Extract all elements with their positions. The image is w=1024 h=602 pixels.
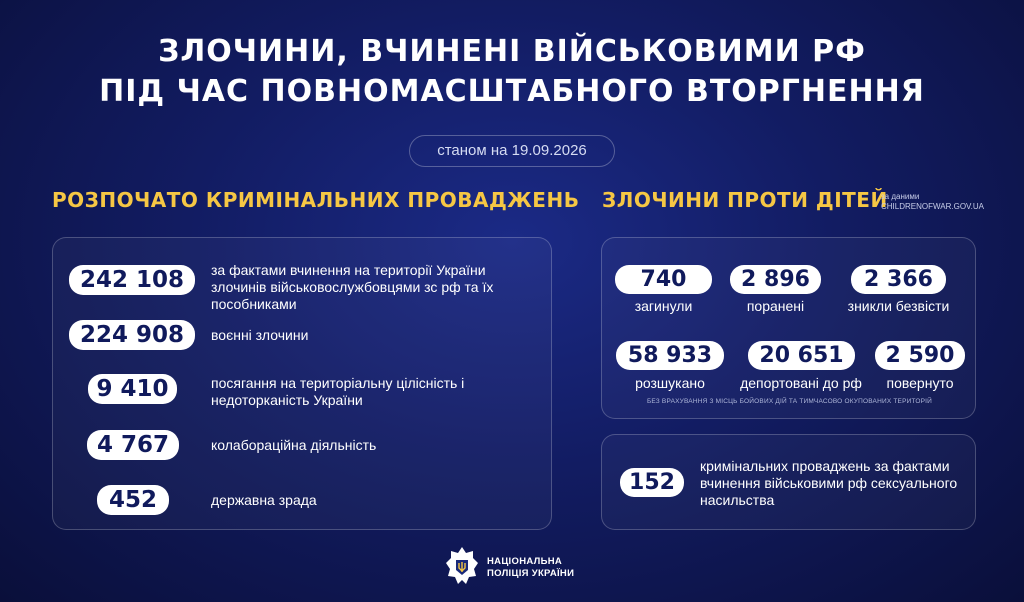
proceedings-total-desc: за фактами вчинення на території України злочинів військовослужбовцями зс рф та їх пособниками [211,262,494,312]
children-returned-label: повернуто [886,375,954,391]
source-note [881,192,984,212]
children-missing-label: зникли безвісти [847,298,950,314]
children-crimes-heading: ЗЛОЧИНИ ПРОТИ ДІТЕЙ [602,188,888,212]
police-org-name [487,556,574,580]
children-found-label: розшукано [635,375,705,391]
war-crimes-desc: воєнні злочини [211,327,309,343]
children-killed-label: загинули [634,298,693,314]
children-injured-label: поранені [746,298,805,314]
proceedings-total-value: 242 108 [69,265,195,295]
page-title-line1: ЗЛОЧИНИ, ВЧИНЕНІ ВІЙСЬКОВИМИ РФ [158,34,866,69]
treason-desc: державна зрада [211,492,317,508]
children-returned-value: 2 590 [875,341,965,370]
territorial-integrity-value: 9 410 [88,374,177,404]
sexual-violence-desc: кримінальних проваджень за фактами вчинення військовими рф сексуального насильства [700,458,958,508]
children-injured-value: 2 896 [730,265,821,294]
children-missing-value: 2 366 [851,265,946,294]
police-org-line2: ПОЛІЦІЯ УКРАЇНИ [487,568,575,579]
children-deported-value: 20 651 [748,341,855,370]
territorial-integrity-desc: посягання на територіальну цілісність і недоторканість України [211,375,465,408]
police-org-line1: НАЦІОНАЛЬНА [487,556,563,567]
source-site: CHILDRENOFWAR.GOV.UA [881,202,984,211]
children-footnote: БЕЗ ВРАХУВАННЯ З МІСЦЬ БОЙОВИХ ДІЙ ТА ТИМЧАСОВО ОКУПОВАНИХ ТЕРИТОРІЙ [646,398,933,405]
criminal-proceedings-heading: РОЗПОЧАТО КРИМІНАЛЬНИХ ПРОВАДЖЕНЬ [52,188,580,212]
children-found-value: 58 933 [616,341,724,370]
sexual-violence-value: 152 [620,468,684,497]
police-emblem-icon [445,546,479,586]
date-badge: станом на 19.09.2026 [409,135,615,167]
collaboration-value: 4 767 [87,430,179,460]
war-crimes-value: 224 908 [69,320,195,350]
children-killed-value: 740 [615,265,712,294]
children-deported-label: депортовані до рф [740,375,862,391]
page-title-line2: ПІД ЧАС ПОВНОМАСШТАБНОГО ВТОРГНЕННЯ [99,74,925,109]
source-prefix: за даними [881,192,920,201]
treason-value: 452 [97,485,169,515]
collaboration-desc: колабораційна діяльність [211,437,377,453]
